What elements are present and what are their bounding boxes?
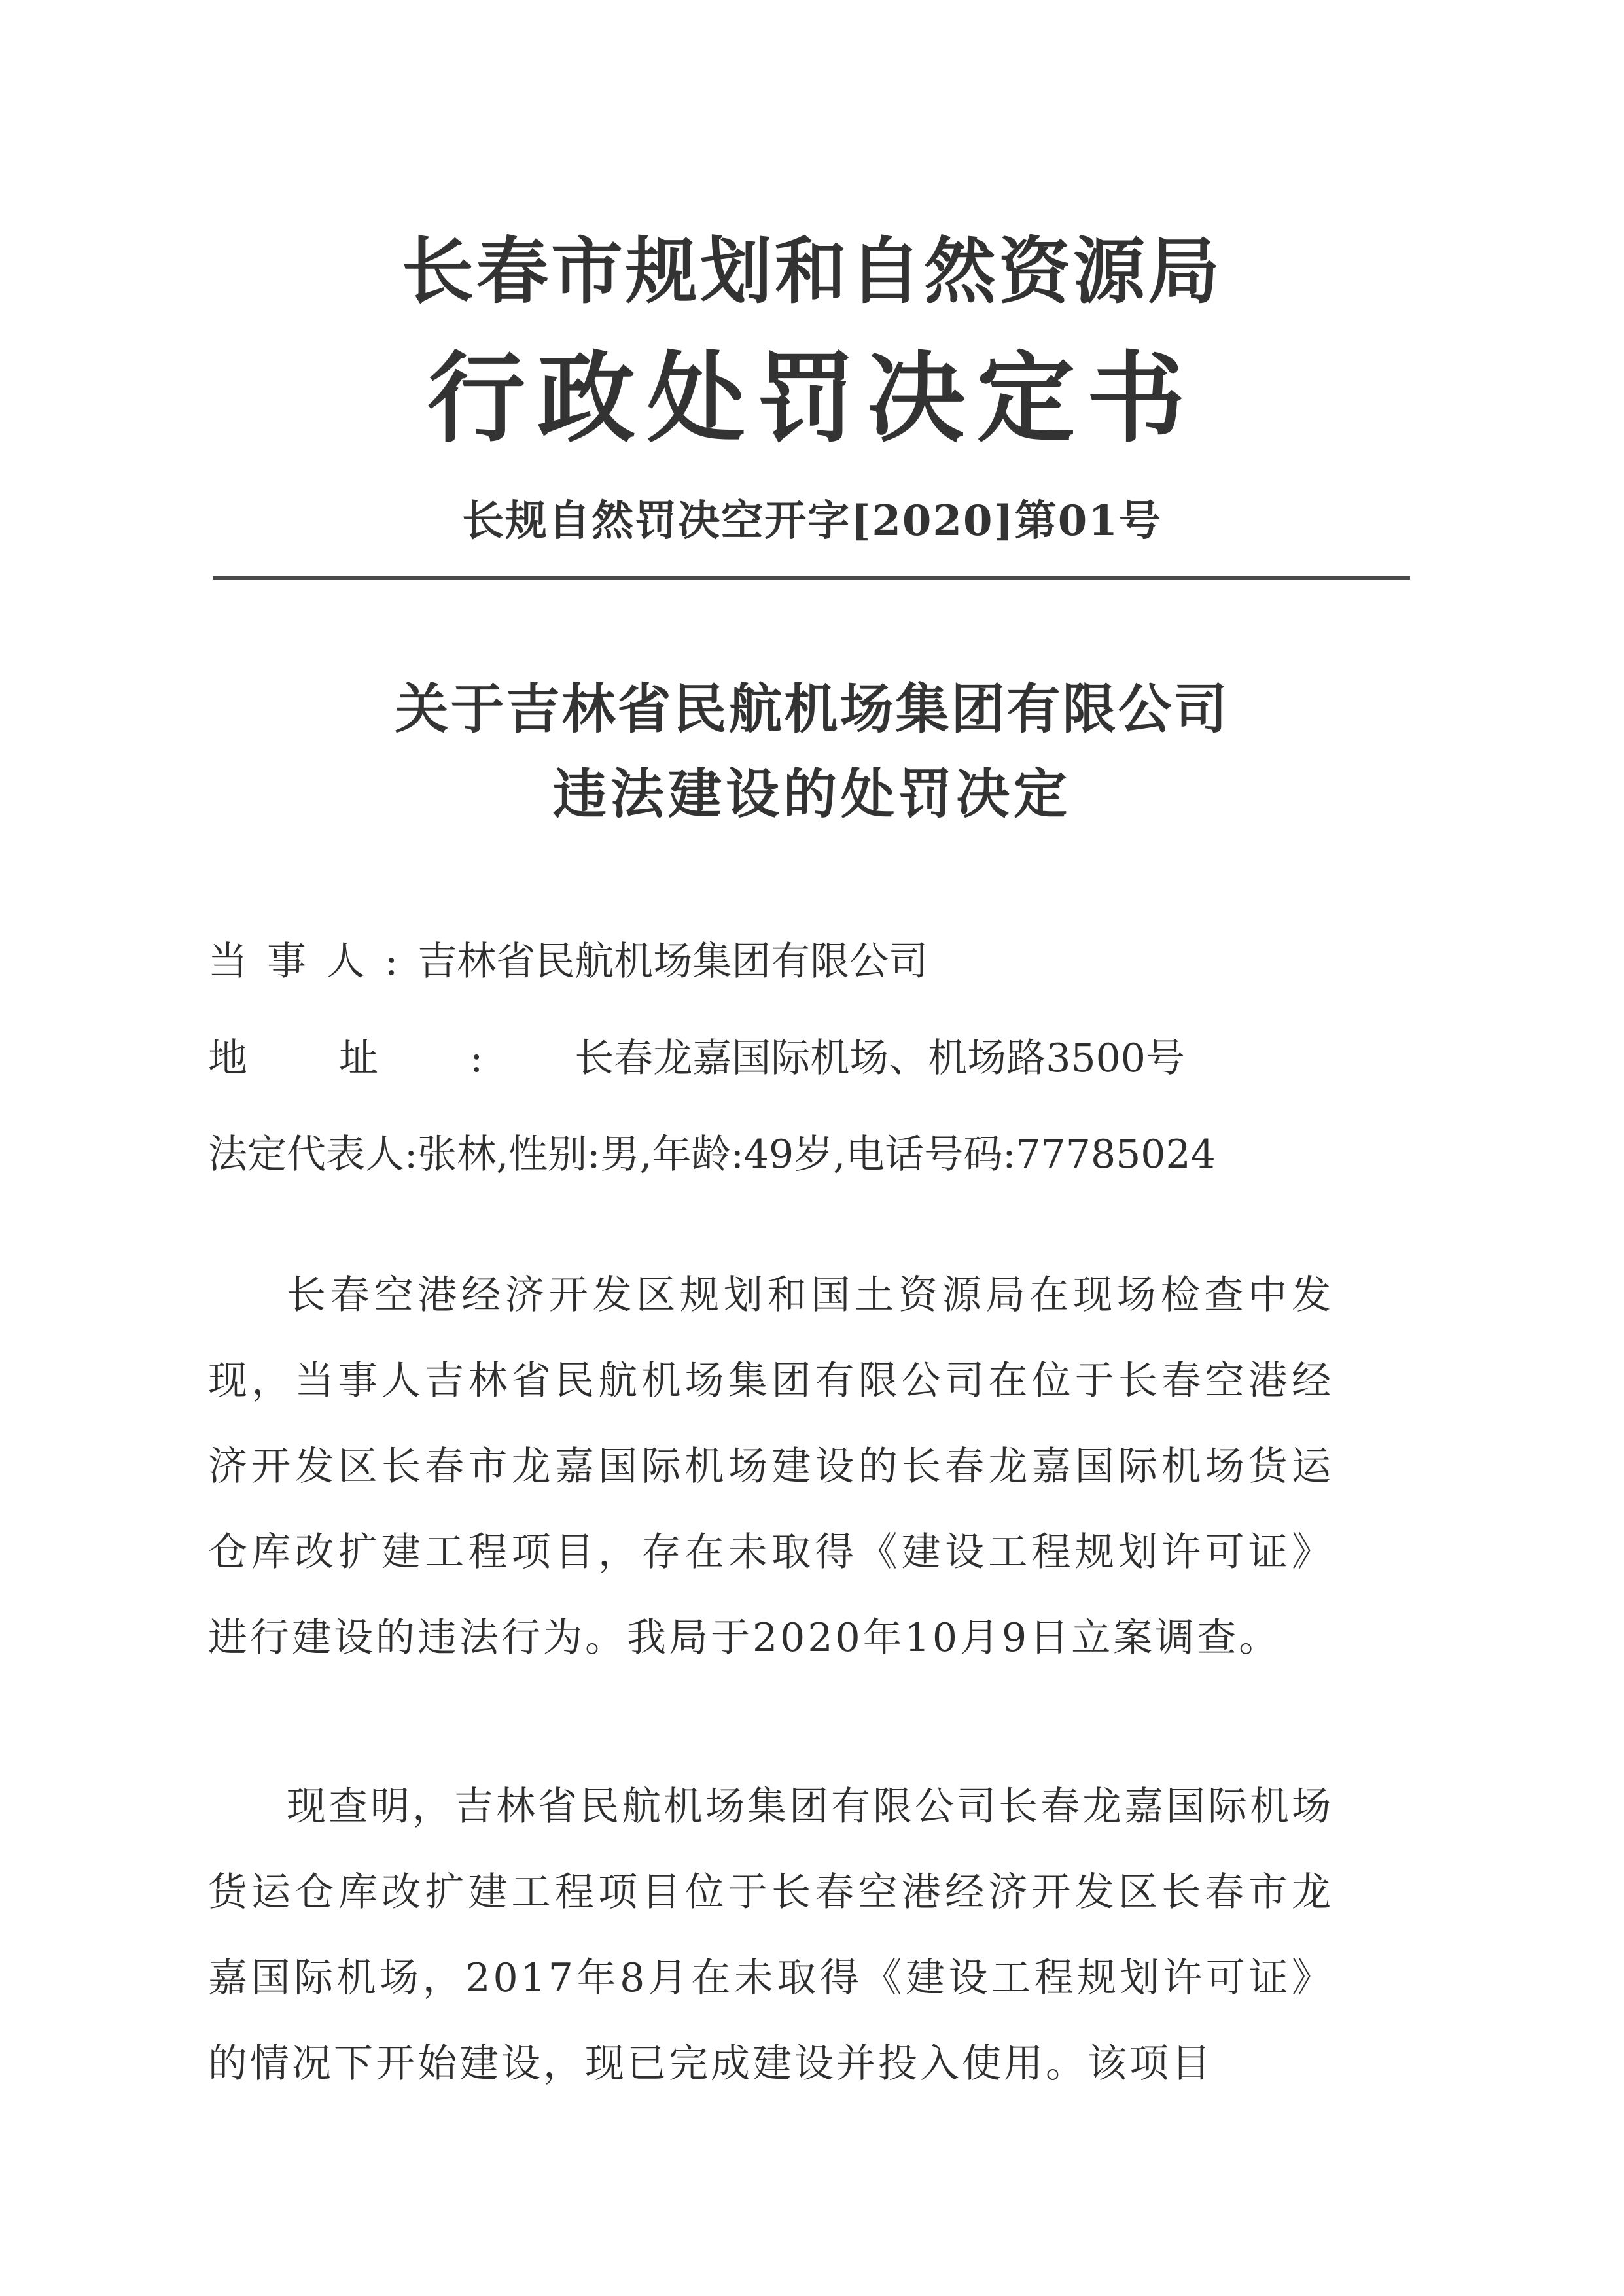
legal-representative-field [208, 1125, 1216, 1184]
decision-title-line-1: 关于吉林省民航机场集团有限公司 [395, 678, 1229, 740]
party-value: 吉林省民航机场集团有限公司 [417, 939, 928, 984]
agency-name: 长春市规划和自然资源局 [402, 230, 1222, 313]
document-number: 长规自然罚决空开字[2020]第01号 [462, 496, 1162, 546]
body-paragraph-1: 长春空港经济开发区规划和国土资源局在现场检查中发现，当事人吉林省民航机场集团有限公司在位于长春空港经济开发区长春市龙嘉国际机场建设的长春龙嘉国际机场货运仓库改扩建工程项目，存在未取得《建设工程规划许可证》进行建设的违法行为。我局于2020年10月9日立案调查。 [208, 1272, 1333, 1661]
document-type-title: 行政处罚决定书 [427, 342, 1197, 456]
party-field [208, 932, 928, 991]
address-field [208, 1029, 1185, 1088]
decision-title-line-2: 违法建设的处罚决定 [552, 763, 1071, 826]
party-label: 当事人: [208, 939, 418, 984]
header-divider [213, 576, 1410, 580]
legal-representative-label: 法定代表人: [208, 1132, 418, 1177]
body-paragraph-2: 现查明，吉林省民航机场集团有限公司长春龙嘉国际机场货运仓库改扩建工程项目位于长春空港经济开发区长春市龙嘉国际机场，2017年8月在未取得《建设工程规划许可证》的情况下开始建设，现已完成建设并投入使用。该项目 [208, 1784, 1333, 2087]
legal-representative-value: 张林,性别:男,年龄:49岁,电话号码:77785024 [417, 1132, 1216, 1177]
address-label: 地址: [208, 1035, 575, 1081]
address-value: 长春龙嘉国际机场、机场路3500号 [574, 1035, 1185, 1081]
